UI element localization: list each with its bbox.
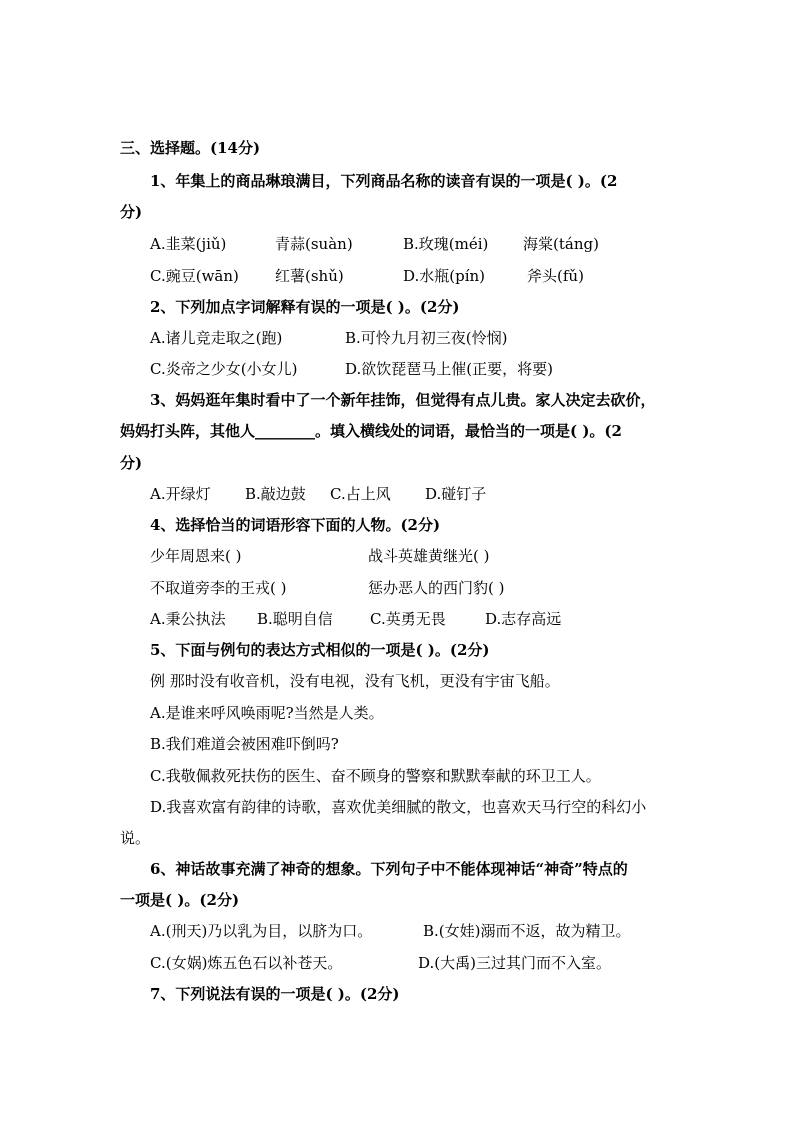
question-3-option-b: B.敲边鼓	[245, 485, 306, 503]
question-3-option-a: A.开绿灯	[150, 485, 211, 503]
question-2-option-b: B.可怜九月初三夜(怜悯)	[345, 329, 508, 347]
question-6-option-d: D.(大禹)三过其门而不入室。	[418, 954, 611, 972]
question-1-option-a-second: 青蒜(suàn)	[275, 235, 353, 253]
section-heading: 三、选择题。(14分)	[120, 139, 261, 157]
question-5-option-b: B.我们难道会被困难吓倒吗?	[150, 735, 339, 753]
question-1-option-c: C.豌豆(wān)	[150, 267, 239, 285]
question-4-option-a: A.秉公执法	[150, 610, 226, 628]
question-4-person-2: 战斗英雄黄继光( )	[368, 547, 490, 565]
question-6-option-b: B.(女娃)溺而不返，故为精卫。	[423, 922, 631, 940]
question-1-option-c-second: 红薯(shǔ)	[275, 267, 344, 285]
question-6-option-c: C.(女娲)炼五色石以补苍天。	[150, 954, 343, 972]
question-1-stem-cont: 分)	[120, 203, 143, 221]
question-3-stem-cont: 妈妈打头阵，其他人________。填入横线处的词语，最恰当的一项是( )。(2	[120, 422, 622, 440]
question-4-stem: 4、选择恰当的词语形容下面的人物。(2分)	[150, 516, 441, 534]
question-5-stem: 5、下面与例句的表达方式相似的一项是( )。(2分)	[150, 641, 490, 659]
question-6-stem-cont: 一项是( )。(2分)	[120, 891, 240, 909]
question-2-option-a: A.诸儿竞走取之(跑)	[150, 329, 283, 347]
question-5-example: 例 那时没有收音机，没有电视，没有飞机，更没有宇宙飞船。	[150, 672, 560, 690]
question-1-stem: 1、年集上的商品琳琅满目，下列商品名称的读音有误的一项是( )。(2	[150, 172, 618, 190]
question-5-option-c: C.我敬佩救死扶伤的医生、奋不顾身的警察和默默奉献的环卫工人。	[150, 767, 601, 785]
question-1-option-a: A.韭菜(jiǔ)	[150, 235, 227, 253]
question-5-option-d: D.我喜欢富有韵律的诗歌，喜欢优美细腻的散文，也喜欢天马行空的科幻小	[150, 798, 647, 816]
question-1-option-b-second: 海棠(táng)	[523, 235, 599, 253]
question-4-person-4: 惩办恶人的西门豹( )	[368, 579, 505, 597]
question-4-person-1: 少年周恩来( )	[150, 547, 242, 565]
question-2-option-c: C.炎帝之少女(小女儿)	[150, 360, 298, 378]
question-4-option-d: D.志存高远	[485, 610, 562, 628]
question-4-option-c: C.英勇无畏	[370, 610, 446, 628]
question-2-option-d: D.欲饮琵琶马上催(正要，将要)	[345, 360, 553, 378]
question-1-option-d: D.水瓶(pín)	[403, 267, 486, 285]
question-6-option-a: A.(刑天)乃以乳为目，以脐为口。	[150, 922, 373, 940]
question-1-option-b: B.玫瑰(méi)	[403, 235, 489, 253]
question-3-option-c: C.占上风	[330, 485, 391, 503]
question-3-option-d: D.碰钉子	[425, 485, 487, 503]
question-4-person-3: 不取道旁李的王戎( )	[150, 579, 287, 597]
question-5-option-d-cont: 说。	[120, 829, 151, 847]
question-4-option-b: B.聪明自信	[257, 610, 333, 628]
question-6-stem: 6、神话故事充满了神奇的想象。下列句子中不能体现神话“神奇”特点的	[150, 860, 628, 878]
question-2-stem: 2、下列加点字词解释有误的一项是( )。(2分)	[150, 298, 460, 316]
question-7-stem: 7、下列说法有误的一项是( )。(2分)	[150, 985, 400, 1003]
question-1-option-d-second: 斧头(fǔ)	[527, 267, 584, 285]
question-3-stem: 3、妈妈逛年集时看中了一个新年挂饰，但觉得有点儿贵。家人决定去砍价，	[150, 391, 656, 409]
question-3-stem-end: 分)	[120, 454, 143, 472]
question-5-option-a: A.是谁来呼风唤雨呢?当然是人类。	[150, 704, 384, 722]
